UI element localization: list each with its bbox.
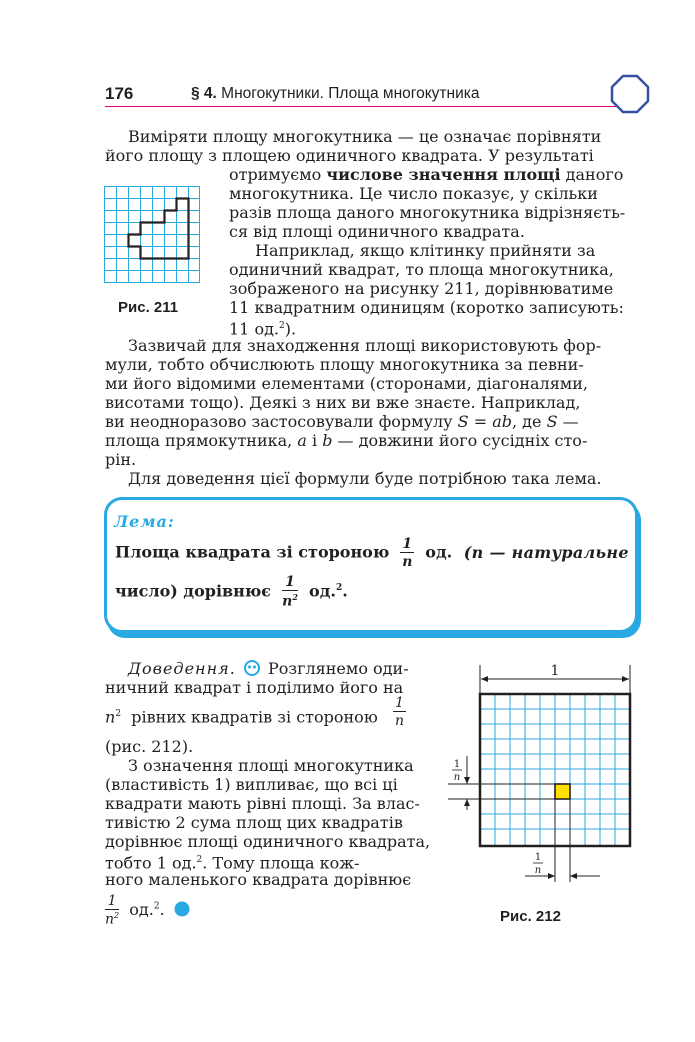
lemma-line2-c: . — [342, 581, 348, 601]
frac-num: 1 — [395, 695, 404, 711]
para1-line3-c: даного — [560, 165, 624, 184]
polygon-shape — [129, 199, 189, 259]
para3-line3: ми його відомими елементами (сторонами, діагоналями, — [105, 374, 588, 393]
proof-line10-b: . Тому площа кож- — [202, 853, 360, 873]
para3-line6-a: площа прямокутника, — [105, 431, 298, 450]
para2-line3: зображеного на рисунку 211, дорівнюватиме — [229, 279, 614, 298]
section-title — [191, 85, 479, 103]
para2-line5-sup: 2 — [279, 321, 285, 331]
para1-line2: його площу з площею одиничного квадрата. У результаті — [105, 146, 594, 165]
frac-den — [282, 591, 298, 609]
figure-211-caption: Рис. 211 — [118, 299, 179, 316]
para3-line1: Зазвичай для знаходження площі використовують фор- — [128, 336, 602, 355]
para3-line6-b: і — [306, 431, 323, 450]
n-sup: 2 — [115, 709, 122, 720]
bottom-frac-den: n — [534, 865, 542, 876]
lemma-line1-c: (n — натуральне — [463, 542, 629, 562]
proof-label: Доведення. — [128, 659, 236, 678]
frac-den-var: n — [282, 593, 293, 610]
proof-line8: тивістю 2 сума площ цих квадратів — [105, 813, 403, 832]
para3-line4: висотами тощо). Деякі з них ви вже знаєте. Наприклад, — [105, 393, 581, 412]
proof-line10-sup: 2 — [196, 855, 203, 865]
frac-den: n — [402, 554, 413, 570]
frac-num: 1 — [105, 894, 119, 910]
formula: S = ab — [457, 412, 512, 431]
proof-line2: ничний квадрат і поділимо його на — [105, 678, 404, 697]
proof-line11: ного маленького квадрата дорівнює — [105, 870, 412, 889]
proof-line6: (властивість 1) випливає, що всі ці — [105, 775, 398, 794]
lemma-line1-b: од. — [425, 542, 453, 562]
proof-line10-a: тобто 1 од. — [105, 853, 197, 873]
figure-212-caption: Рис. 212 — [500, 908, 561, 925]
para2-line5-b: ). — [284, 319, 297, 339]
var-a: a — [297, 431, 307, 450]
page-number: 176 — [105, 84, 134, 103]
proof-line1 — [128, 659, 409, 678]
section-title-text: Многокутники. Площа многокутника — [221, 85, 480, 102]
para4: Для доведення цієї формули буде потрібною така лема. — [128, 469, 602, 488]
frac-den: n — [394, 713, 404, 729]
frac-den-var: n — [105, 911, 115, 928]
proof-line9: дорівнює площі одиничного квадрата, — [105, 832, 431, 851]
proof-line3-b: рівних квадратів зі стороною — [131, 707, 378, 727]
para1-line3-a: отримуємо — [229, 165, 327, 184]
left-frac-den: n — [453, 772, 461, 783]
para3-line2: мули, тобто обчислюють площу многокутника за певни- — [105, 355, 584, 374]
lemma-line1 — [115, 536, 629, 570]
var-n: n — [105, 707, 116, 727]
bold-term: числове значення площі — [326, 165, 561, 184]
bottom-frac-num: 1 — [534, 852, 542, 863]
proof-line5: З означення площі многокутника — [128, 756, 414, 775]
proof-line3 — [105, 695, 406, 734]
para3-line6 — [105, 431, 587, 450]
para3-line5-b: , де — [511, 412, 547, 431]
proof-end-icon — [174, 901, 190, 917]
end-sup: 2 — [153, 901, 160, 912]
proof-fraction — [393, 696, 406, 728]
lemma-line1-a: Площа квадрата зі стороною — [115, 542, 390, 562]
para2-line2: одиничний квадрат, то площа многокутника, — [229, 260, 614, 279]
section-mark: § 4. — [191, 85, 217, 102]
figure-212 — [440, 660, 640, 890]
end-fraction — [105, 894, 119, 927]
para3-line5-a: ви неодноразово застосовували формулу — [105, 412, 458, 431]
lemma-fraction-1 — [400, 537, 414, 569]
proof-line4: (рис. 212). — [105, 737, 194, 756]
figure-211-grid — [104, 186, 200, 284]
para3-line7: рін. — [105, 450, 137, 469]
lemma-title: Лема: — [114, 512, 175, 531]
para3-line5-c: — — [557, 412, 579, 431]
lemma-line2-sup: 2 — [335, 583, 343, 593]
frac-num: 1 — [282, 575, 298, 591]
end-text: од. — [129, 899, 154, 919]
proof-line7: квадрати мають рівні площі. За влас- — [105, 794, 420, 813]
page-header — [105, 84, 650, 108]
proof-line1-b: Розглянемо оди- — [267, 659, 409, 678]
left-frac-num: 1 — [453, 759, 461, 770]
end-dot: . — [159, 899, 165, 919]
para3-line6-c: — довжини його сусідніх сто- — [332, 431, 588, 450]
lemma-line2-a: число) дорівнює — [115, 581, 271, 601]
highlighted-small-square — [555, 784, 570, 799]
frac-num: 1 — [402, 536, 413, 552]
para3-line5 — [105, 412, 579, 431]
para1-line1: Виміряти площу многокутника — це означає порівняти — [128, 127, 602, 146]
para1-line4: многокутника. Це число показує, у скільки — [229, 184, 598, 203]
para2-line4: 11 квадратним одиницям (коротко записують: — [229, 298, 624, 317]
para1-line3 — [229, 165, 623, 184]
frac-den-sup: 2 — [292, 592, 298, 602]
para1-line6: ся від площі одиничного квадрата. — [229, 222, 525, 241]
header-divider — [105, 106, 641, 107]
para2-line5-a: 11 од. — [229, 319, 280, 339]
octagon-icon — [608, 72, 652, 116]
var-s: S — [546, 412, 558, 431]
lemma-line2-b: од. — [309, 581, 336, 601]
lemma-fraction-2 — [282, 575, 298, 609]
proof-start-icon — [244, 660, 260, 676]
var-b: b — [322, 431, 333, 450]
frac-den-sup: 2 — [114, 911, 120, 920]
para1-line5: разів площа даного многокутника відрізняєть- — [229, 203, 626, 222]
para2-line1: Наприклад, якщо клітинку прийняти за — [255, 241, 596, 260]
top-dimension-label: 1 — [550, 663, 560, 679]
frac-den — [105, 910, 119, 927]
lemma-line2 — [115, 575, 348, 609]
proof-end-line — [105, 894, 190, 927]
